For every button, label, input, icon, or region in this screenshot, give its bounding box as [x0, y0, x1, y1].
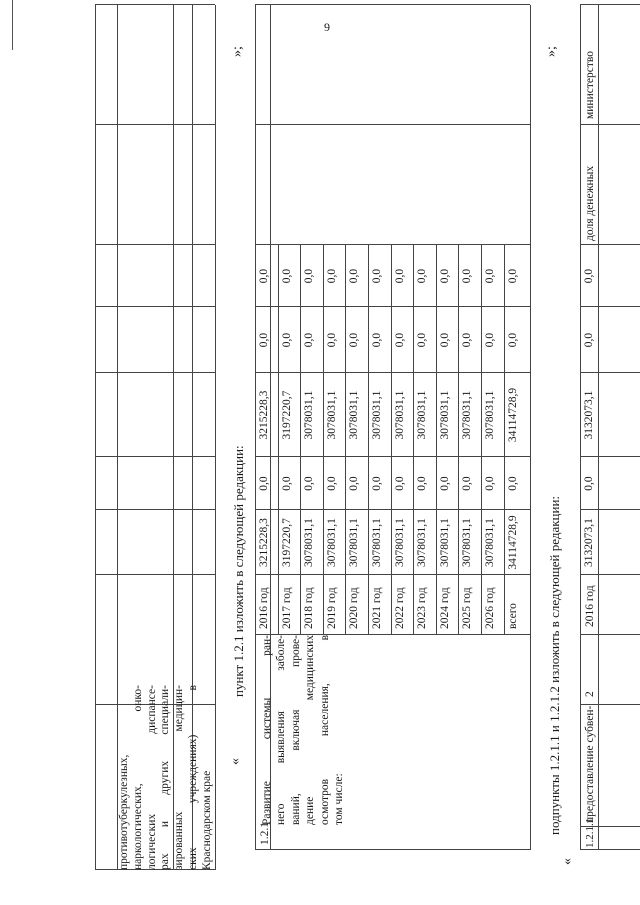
row-divider — [278, 245, 279, 635]
year-cell: 2018 год — [303, 587, 316, 629]
table-main-description — [260, 635, 346, 825]
value-cell: 3078031,1 — [484, 390, 496, 440]
table-top-line: противотуберкулезных, — [118, 754, 130, 870]
value-cell: 3078031,1 — [325, 390, 338, 440]
row-divider — [300, 245, 301, 635]
year-cell: 2020 год — [348, 587, 361, 629]
table-top-line: ских учреждениях) в — [186, 685, 199, 870]
value-cell: 0,0 — [438, 332, 451, 348]
value-cell: 34114728,9 — [506, 515, 519, 570]
year-cell: 2024 год — [438, 587, 451, 629]
page-number: 9 — [324, 20, 330, 34]
paragraph-1: пункт 1.2.1 изложить в следующей редакции: — [231, 445, 246, 697]
value-cell: 0,0 — [325, 332, 338, 348]
value-cell: 0,0 — [506, 476, 519, 491]
table-main-line: осмотров населения, в — [318, 635, 331, 825]
year-cell: 2016 год — [258, 587, 270, 629]
value-cell: 0,0 — [371, 476, 383, 491]
year-cell: 2017 год — [280, 587, 293, 629]
quote-close-1: »; — [230, 46, 245, 57]
value-cell: 3078031,1 — [461, 390, 474, 440]
table-main-line: ваний, включая прове- — [289, 635, 302, 825]
year-cell: 2019 год — [325, 587, 338, 629]
row-divider — [391, 245, 392, 635]
value-cell: 3078031,1 — [371, 390, 383, 440]
value-cell: 0,0 — [258, 476, 270, 491]
bottom-description: предоставление субвен- — [584, 705, 596, 823]
value-cell: 3078031,1 — [416, 390, 429, 440]
table-top-line: Краснодарском крае — [200, 770, 213, 870]
value-cell: 0,0 — [280, 476, 293, 491]
quote-close-2: »; — [544, 46, 559, 57]
value-cell: 3078031,1 — [348, 518, 361, 567]
value-cell: 3078031,1 — [393, 518, 406, 567]
value-cell: 0,0 — [303, 268, 316, 284]
value-cell: 3078031,1 — [438, 390, 451, 440]
value-cell: 0,0 — [280, 332, 293, 348]
value-cell: 0,0 — [371, 332, 383, 348]
value-cell: 3078031,1 — [303, 390, 316, 440]
table-main-line: том числе: — [333, 773, 346, 825]
value-cell: 0,0 — [348, 268, 361, 284]
bottom-row-number: 1.2.1.1 — [584, 817, 596, 848]
value-cell: 0,0 — [280, 268, 293, 284]
value-cell: 3078031,1 — [484, 518, 496, 567]
value-cell: 3078031,1 — [393, 390, 406, 440]
value-cell: 3078031,1 — [325, 518, 338, 567]
value-cell: 0,0 — [348, 476, 361, 491]
value-cell: 3078031,1 — [348, 390, 361, 440]
value-cell: 3078031,1 — [371, 518, 383, 567]
value-cell: 3078031,1 — [416, 518, 429, 567]
value-cell: 3078031,1 — [438, 518, 451, 567]
value-cell: 0,0 — [461, 268, 474, 284]
value-cell: 0,0 — [506, 268, 519, 284]
value-cell: 0,0 — [371, 268, 383, 284]
row-divider — [413, 245, 414, 635]
row-divider — [323, 245, 324, 635]
value-cell: 3215228,3 — [258, 518, 270, 567]
bottom-col-2: 2 — [584, 691, 596, 697]
value-cell: 0,0 — [325, 476, 338, 491]
value-cell: 0,0 — [393, 476, 406, 491]
value-cell: 3197220,7 — [280, 518, 293, 567]
value-cell: 0,0 — [303, 476, 316, 491]
year-cell: 2021 год — [371, 587, 383, 629]
bottom-cell: 0,0 — [583, 332, 595, 348]
year-cell: 2025 год — [461, 587, 474, 629]
value-cell: 0,0 — [303, 332, 316, 348]
row-divider — [436, 245, 437, 635]
value-cell: 34114728,9 — [506, 387, 519, 443]
value-cell: 0,0 — [461, 476, 474, 491]
value-cell: 0,0 — [506, 332, 519, 348]
value-cell: 0,0 — [416, 268, 429, 284]
bottom-cell: 0,0 — [583, 268, 595, 284]
value-cell: 0,0 — [484, 476, 496, 491]
year-cell: 2023 год — [416, 587, 429, 629]
value-cell: 0,0 — [461, 332, 474, 348]
value-cell: 3078031,1 — [461, 518, 474, 567]
value-cell: 0,0 — [258, 332, 270, 348]
quote-open-1: « — [228, 758, 243, 765]
value-cell: 3197220,7 — [280, 390, 293, 440]
row-divider — [504, 245, 505, 635]
row-divider — [458, 245, 459, 635]
value-cell: 0,0 — [416, 332, 429, 348]
year-cell: 2022 год — [393, 587, 406, 629]
year-cell: 2026 год — [484, 587, 496, 629]
table-main-line: него выявления заболе- — [275, 635, 288, 825]
value-cell: 0,0 — [416, 476, 429, 491]
row-divider — [345, 245, 346, 635]
table-top-line: наркологических, онко- — [131, 685, 144, 870]
value-cell: 0,0 — [348, 332, 361, 348]
table-top-line: рах и других специали- — [159, 685, 172, 870]
table-top-line: логических диспансе- — [145, 685, 158, 870]
value-cell: 0,0 — [484, 268, 496, 284]
value-cell: 3215228,3 — [258, 390, 270, 440]
table-top-line: зированных медицин- — [173, 685, 186, 870]
table-main-line: Развитие системы ран- — [261, 635, 273, 825]
table-main-line: дение медицинских — [304, 635, 317, 825]
bottom-indicator: доля денежных — [584, 165, 596, 241]
value-cell: 0,0 — [258, 268, 270, 284]
value-cell: 0,0 — [438, 268, 451, 284]
bottom-cell: 3132073,1 — [583, 390, 595, 440]
value-cell: 0,0 — [484, 332, 496, 348]
bottom-cell: 0,0 — [583, 476, 595, 491]
value-cell: 0,0 — [438, 476, 451, 491]
value-cell: 0,0 — [325, 268, 338, 284]
table-top-description — [118, 685, 215, 870]
row-divider — [481, 245, 482, 635]
paragraph-2: подпункты 1.2.1.1 и 1.2.1.2 изложить в следующей редакции: — [547, 495, 562, 835]
bottom-executor: министерство — [584, 51, 596, 119]
quote-open-2: « — [560, 858, 575, 865]
value-cell: 0,0 — [393, 268, 406, 284]
bottom-year: 2016 год — [584, 585, 596, 627]
year-cell: всего — [506, 603, 519, 629]
row-divider — [368, 245, 369, 635]
value-cell: 3078031,1 — [303, 518, 316, 567]
row-number: 1.2.1 — [259, 822, 271, 845]
bottom-cell: 3132073,1 — [583, 518, 595, 567]
value-cell: 0,0 — [393, 332, 406, 348]
